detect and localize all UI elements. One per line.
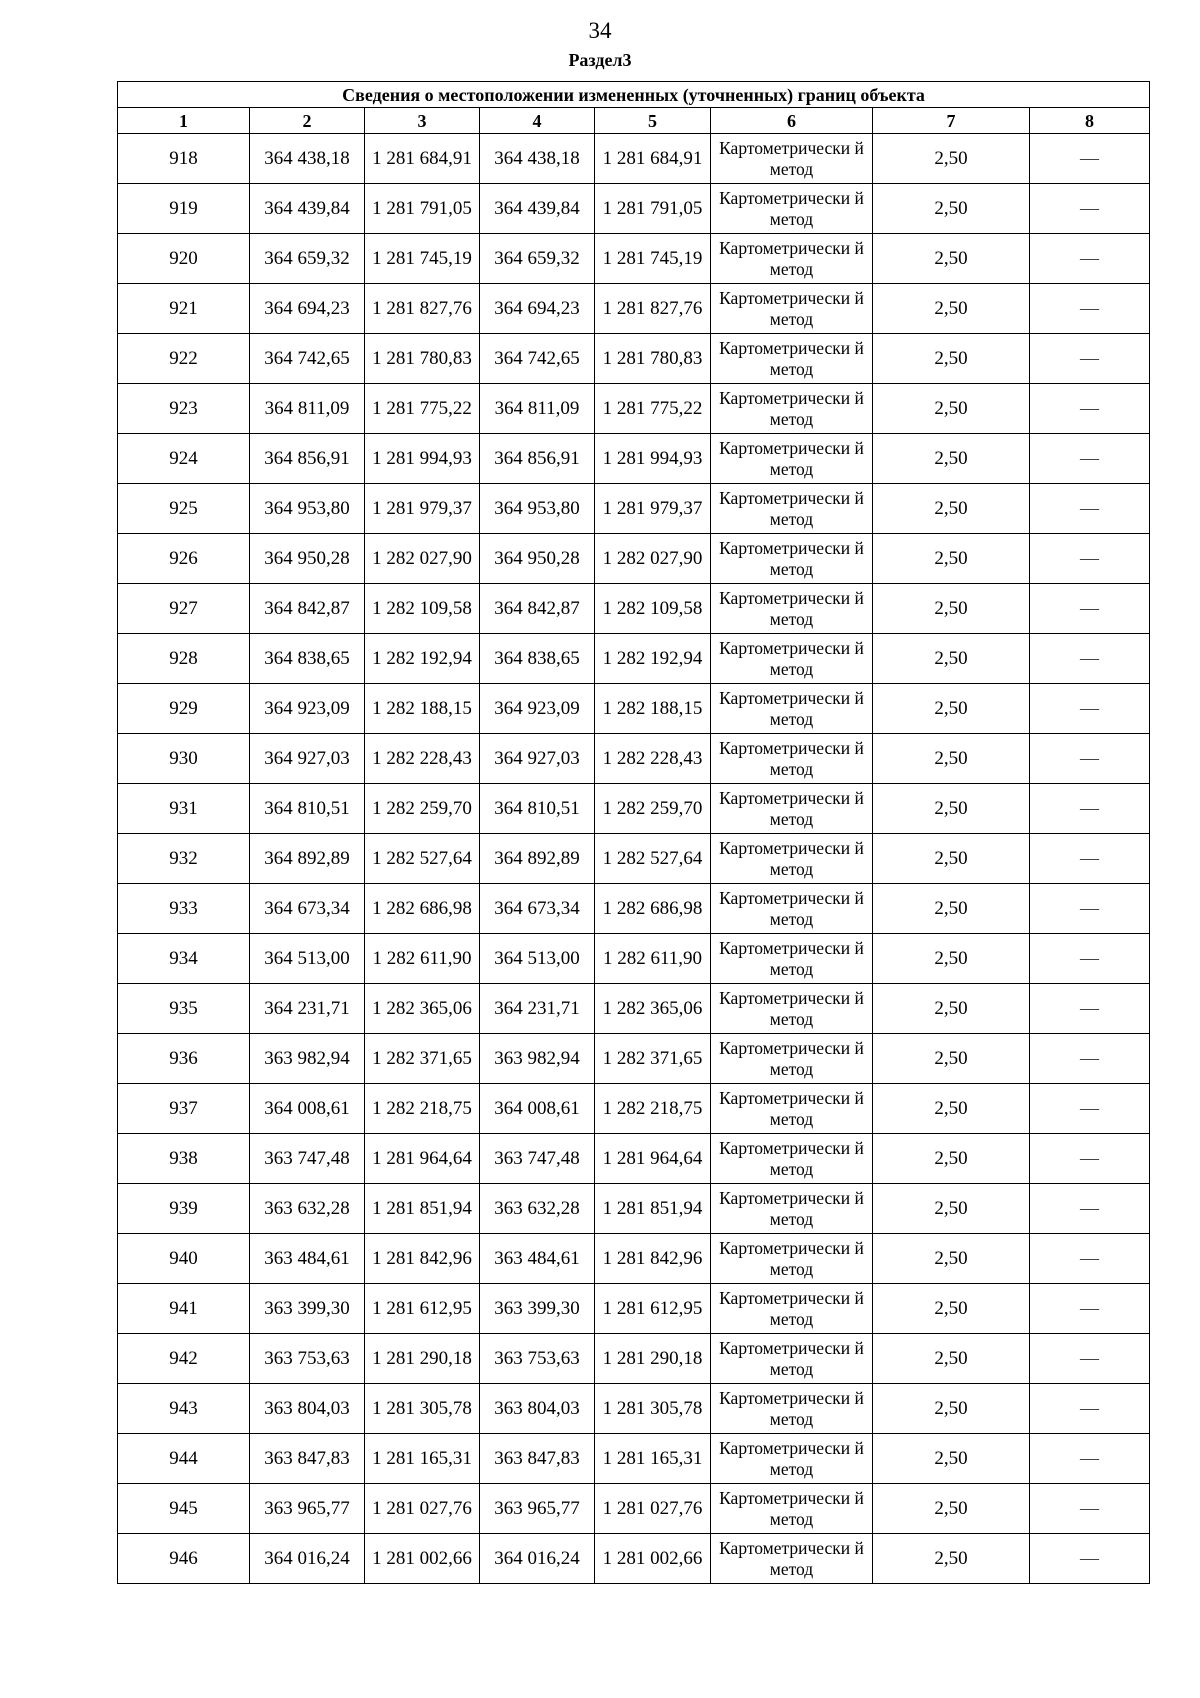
y-old-cell: 1 282 188,15	[365, 684, 480, 734]
table-row	[118, 284, 1150, 334]
method-cell: Картометрически й метод	[711, 1484, 873, 1534]
point-number-cell: 932	[118, 834, 250, 884]
method-cell: Картометрически й метод	[711, 884, 873, 934]
y-old-cell: 1 282 365,06	[365, 984, 480, 1034]
y-old-cell: 1 282 527,64	[365, 834, 480, 884]
method-cell: Картометрически й метод	[711, 934, 873, 984]
accuracy-cell: 2,50	[873, 1134, 1030, 1184]
x-old-cell: 364 927,03	[250, 734, 365, 784]
point-number-cell: 921	[118, 284, 250, 334]
table-row	[118, 1284, 1150, 1334]
method-cell: Картометрически й метод	[711, 334, 873, 384]
description-cell: —	[1030, 734, 1150, 784]
y-old-cell: 1 282 192,94	[365, 634, 480, 684]
column-number: 7	[873, 108, 1030, 134]
x-old-cell: 364 953,80	[250, 484, 365, 534]
accuracy-cell: 2,50	[873, 534, 1030, 584]
y-old-cell: 1 281 827,76	[365, 284, 480, 334]
x-new-cell: 363 484,61	[480, 1234, 595, 1284]
x-new-cell: 364 838,65	[480, 634, 595, 684]
y-new-cell: 1 281 290,18	[595, 1334, 711, 1384]
point-number-cell: 937	[118, 1084, 250, 1134]
point-number-cell: 919	[118, 184, 250, 234]
column-number: 1	[118, 108, 250, 134]
x-old-cell: 364 438,18	[250, 134, 365, 184]
x-new-cell: 363 965,77	[480, 1484, 595, 1534]
y-old-cell: 1 281 027,76	[365, 1484, 480, 1534]
method-cell: Картометрически й метод	[711, 534, 873, 584]
table-row	[118, 1084, 1150, 1134]
page-number: 34	[588, 18, 612, 43]
point-number-cell: 918	[118, 134, 250, 184]
point-number-cell: 920	[118, 234, 250, 284]
table-row	[118, 384, 1150, 434]
accuracy-cell: 2,50	[873, 1384, 1030, 1434]
column-number: 3	[365, 108, 480, 134]
y-new-cell: 1 282 027,90	[595, 534, 711, 584]
x-old-cell: 364 008,61	[250, 1084, 365, 1134]
description-cell: —	[1030, 634, 1150, 684]
description-cell: —	[1030, 1384, 1150, 1434]
table-row	[118, 1534, 1150, 1584]
x-old-cell: 364 513,00	[250, 934, 365, 984]
point-number-cell: 923	[118, 384, 250, 434]
y-new-cell: 1 281 842,96	[595, 1234, 711, 1284]
accuracy-cell: 2,50	[873, 1434, 1030, 1484]
accuracy-cell: 2,50	[873, 1334, 1030, 1384]
table-row	[118, 684, 1150, 734]
point-number-cell: 926	[118, 534, 250, 584]
point-number-cell: 946	[118, 1534, 250, 1584]
x-new-cell: 364 923,09	[480, 684, 595, 734]
table-row	[118, 584, 1150, 634]
description-cell: —	[1030, 584, 1150, 634]
point-number-cell: 929	[118, 684, 250, 734]
x-old-cell: 364 950,28	[250, 534, 365, 584]
x-new-cell: 363 747,48	[480, 1134, 595, 1184]
y-new-cell: 1 281 780,83	[595, 334, 711, 384]
table-row	[118, 734, 1150, 784]
table-row	[118, 1384, 1150, 1434]
section-title: Раздел3	[568, 50, 632, 70]
point-number-cell: 945	[118, 1484, 250, 1534]
accuracy-cell: 2,50	[873, 184, 1030, 234]
y-old-cell: 1 281 842,96	[365, 1234, 480, 1284]
method-cell: Картометрически й метод	[711, 484, 873, 534]
y-new-cell: 1 282 188,15	[595, 684, 711, 734]
description-cell: —	[1030, 1334, 1150, 1384]
x-new-cell: 364 231,71	[480, 984, 595, 1034]
method-cell: Картометрически й метод	[711, 434, 873, 484]
x-old-cell: 364 810,51	[250, 784, 365, 834]
description-cell: —	[1030, 1184, 1150, 1234]
point-number-cell: 925	[118, 484, 250, 534]
method-cell: Картометрически й метод	[711, 684, 873, 734]
method-cell: Картометрически й метод	[711, 1034, 873, 1084]
y-old-cell: 1 282 259,70	[365, 784, 480, 834]
x-new-cell: 364 950,28	[480, 534, 595, 584]
y-old-cell: 1 282 109,58	[365, 584, 480, 634]
x-old-cell: 364 016,24	[250, 1534, 365, 1584]
description-cell: —	[1030, 934, 1150, 984]
description-cell: —	[1030, 684, 1150, 734]
accuracy-cell: 2,50	[873, 884, 1030, 934]
point-number-cell: 941	[118, 1284, 250, 1334]
table-row	[118, 784, 1150, 834]
y-old-cell: 1 281 979,37	[365, 484, 480, 534]
table-row	[118, 134, 1150, 184]
accuracy-cell: 2,50	[873, 984, 1030, 1034]
y-old-cell: 1 281 002,66	[365, 1534, 480, 1584]
x-old-cell: 363 753,63	[250, 1334, 365, 1384]
accuracy-cell: 2,50	[873, 334, 1030, 384]
description-cell: —	[1030, 1084, 1150, 1134]
accuracy-cell: 2,50	[873, 134, 1030, 184]
table-row	[118, 634, 1150, 684]
description-cell: —	[1030, 984, 1150, 1034]
y-new-cell: 1 281 165,31	[595, 1434, 711, 1484]
x-new-cell: 364 856,91	[480, 434, 595, 484]
y-old-cell: 1 281 290,18	[365, 1334, 480, 1384]
method-cell: Картометрически й метод	[711, 1134, 873, 1184]
y-new-cell: 1 281 002,66	[595, 1534, 711, 1584]
column-number: 6	[711, 108, 873, 134]
table-row	[118, 534, 1150, 584]
x-old-cell: 364 742,65	[250, 334, 365, 384]
y-new-cell: 1 281 745,19	[595, 234, 711, 284]
x-new-cell: 363 847,83	[480, 1434, 595, 1484]
table-row	[118, 1134, 1150, 1184]
accuracy-cell: 2,50	[873, 734, 1030, 784]
x-old-cell: 364 659,32	[250, 234, 365, 284]
x-new-cell: 364 438,18	[480, 134, 595, 184]
accuracy-cell: 2,50	[873, 1034, 1030, 1084]
description-cell: —	[1030, 334, 1150, 384]
accuracy-cell: 2,50	[873, 284, 1030, 334]
method-cell: Картометрически й метод	[711, 634, 873, 684]
accuracy-cell: 2,50	[873, 1234, 1030, 1284]
y-new-cell: 1 282 371,65	[595, 1034, 711, 1084]
x-new-cell: 364 016,24	[480, 1534, 595, 1584]
point-number-cell: 940	[118, 1234, 250, 1284]
y-old-cell: 1 281 775,22	[365, 384, 480, 434]
y-new-cell: 1 282 228,43	[595, 734, 711, 784]
table-row	[118, 1484, 1150, 1534]
description-cell: —	[1030, 1034, 1150, 1084]
point-number-cell: 930	[118, 734, 250, 784]
description-cell: —	[1030, 1134, 1150, 1184]
method-cell: Картометрически й метод	[711, 584, 873, 634]
table-row	[118, 234, 1150, 284]
y-new-cell: 1 281 851,94	[595, 1184, 711, 1234]
x-old-cell: 364 892,89	[250, 834, 365, 884]
y-new-cell: 1 282 192,94	[595, 634, 711, 684]
y-old-cell: 1 282 371,65	[365, 1034, 480, 1084]
y-old-cell: 1 281 964,64	[365, 1134, 480, 1184]
column-number: 4	[480, 108, 595, 134]
accuracy-cell: 2,50	[873, 834, 1030, 884]
table-row	[118, 1184, 1150, 1234]
description-cell: —	[1030, 1234, 1150, 1284]
y-new-cell: 1 281 827,76	[595, 284, 711, 334]
accuracy-cell: 2,50	[873, 434, 1030, 484]
description-cell: —	[1030, 1484, 1150, 1534]
description-cell: —	[1030, 534, 1150, 584]
point-number-cell: 943	[118, 1384, 250, 1434]
y-old-cell: 1 281 791,05	[365, 184, 480, 234]
method-cell: Картометрически й метод	[711, 134, 873, 184]
x-old-cell: 364 856,91	[250, 434, 365, 484]
column-number-row	[118, 108, 1150, 134]
x-new-cell: 364 953,80	[480, 484, 595, 534]
y-new-cell: 1 281 964,64	[595, 1134, 711, 1184]
column-number: 5	[595, 108, 711, 134]
y-old-cell: 1 281 745,19	[365, 234, 480, 284]
y-old-cell: 1 281 165,31	[365, 1434, 480, 1484]
x-new-cell: 364 513,00	[480, 934, 595, 984]
table-row	[118, 184, 1150, 234]
y-new-cell: 1 282 527,64	[595, 834, 711, 884]
y-new-cell: 1 282 365,06	[595, 984, 711, 1034]
accuracy-cell: 2,50	[873, 1534, 1030, 1584]
method-cell: Картометрически й метод	[711, 784, 873, 834]
accuracy-cell: 2,50	[873, 584, 1030, 634]
y-new-cell: 1 282 686,98	[595, 884, 711, 934]
table-row	[118, 484, 1150, 534]
x-new-cell: 364 008,61	[480, 1084, 595, 1134]
x-new-cell: 364 439,84	[480, 184, 595, 234]
y-new-cell: 1 281 612,95	[595, 1284, 711, 1334]
accuracy-cell: 2,50	[873, 934, 1030, 984]
method-cell: Картометрически й метод	[711, 984, 873, 1034]
table-row	[118, 434, 1150, 484]
y-old-cell: 1 281 780,83	[365, 334, 480, 384]
method-cell: Картометрически й метод	[711, 1434, 873, 1484]
y-new-cell: 1 282 218,75	[595, 1084, 711, 1134]
method-cell: Картометрически й метод	[711, 1234, 873, 1284]
y-new-cell: 1 281 684,91	[595, 134, 711, 184]
x-new-cell: 364 742,65	[480, 334, 595, 384]
method-cell: Картометрически й метод	[711, 734, 873, 784]
accuracy-cell: 2,50	[873, 684, 1030, 734]
method-cell: Картометрически й метод	[711, 834, 873, 884]
method-cell: Картометрически й метод	[711, 184, 873, 234]
accuracy-cell: 2,50	[873, 784, 1030, 834]
point-number-cell: 922	[118, 334, 250, 384]
method-cell: Картометрически й метод	[711, 1384, 873, 1434]
accuracy-cell: 2,50	[873, 484, 1030, 534]
accuracy-cell: 2,50	[873, 1184, 1030, 1234]
method-cell: Картометрически й метод	[711, 284, 873, 334]
table-row	[118, 1334, 1150, 1384]
x-old-cell: 363 484,61	[250, 1234, 365, 1284]
method-cell: Картометрически й метод	[711, 1284, 873, 1334]
x-old-cell: 363 632,28	[250, 1184, 365, 1234]
table-body	[118, 134, 1150, 1584]
point-number-cell: 936	[118, 1034, 250, 1084]
x-new-cell: 364 842,87	[480, 584, 595, 634]
description-cell: —	[1030, 834, 1150, 884]
description-cell: —	[1030, 234, 1150, 284]
x-old-cell: 364 231,71	[250, 984, 365, 1034]
y-new-cell: 1 282 259,70	[595, 784, 711, 834]
method-cell: Картометрически й метод	[711, 1334, 873, 1384]
table-row	[118, 1034, 1150, 1084]
description-cell: —	[1030, 1534, 1150, 1584]
x-old-cell: 363 747,48	[250, 1134, 365, 1184]
x-new-cell: 363 632,28	[480, 1184, 595, 1234]
accuracy-cell: 2,50	[873, 634, 1030, 684]
y-old-cell: 1 282 611,90	[365, 934, 480, 984]
x-old-cell: 363 965,77	[250, 1484, 365, 1534]
point-number-cell: 944	[118, 1434, 250, 1484]
method-cell: Картометрически й метод	[711, 234, 873, 284]
x-new-cell: 363 804,03	[480, 1384, 595, 1434]
x-old-cell: 364 842,87	[250, 584, 365, 634]
x-new-cell: 364 659,32	[480, 234, 595, 284]
y-new-cell: 1 281 305,78	[595, 1384, 711, 1434]
description-cell: —	[1030, 884, 1150, 934]
point-number-cell: 939	[118, 1184, 250, 1234]
x-new-cell: 364 927,03	[480, 734, 595, 784]
description-cell: —	[1030, 184, 1150, 234]
accuracy-cell: 2,50	[873, 384, 1030, 434]
point-number-cell: 934	[118, 934, 250, 984]
point-number-cell: 938	[118, 1134, 250, 1184]
x-old-cell: 363 399,30	[250, 1284, 365, 1334]
method-cell: Картометрически й метод	[711, 1084, 873, 1134]
table-row	[118, 1234, 1150, 1284]
y-old-cell: 1 281 305,78	[365, 1384, 480, 1434]
point-number-cell: 924	[118, 434, 250, 484]
x-new-cell: 364 694,23	[480, 284, 595, 334]
x-new-cell: 364 673,34	[480, 884, 595, 934]
table-row	[118, 834, 1150, 884]
description-cell: —	[1030, 384, 1150, 434]
x-new-cell: 363 399,30	[480, 1284, 595, 1334]
description-cell: —	[1030, 784, 1150, 834]
x-old-cell: 363 982,94	[250, 1034, 365, 1084]
table-caption: Сведения о местоположении измененных (уточненных) границ объекта	[118, 82, 1150, 108]
accuracy-cell: 2,50	[873, 1084, 1030, 1134]
table-row	[118, 1434, 1150, 1484]
y-new-cell: 1 282 109,58	[595, 584, 711, 634]
x-old-cell: 364 838,65	[250, 634, 365, 684]
accuracy-cell: 2,50	[873, 234, 1030, 284]
description-cell: —	[1030, 284, 1150, 334]
coordinates-table	[117, 81, 1150, 1584]
column-number: 2	[250, 108, 365, 134]
x-new-cell: 363 982,94	[480, 1034, 595, 1084]
x-new-cell: 363 753,63	[480, 1334, 595, 1384]
description-cell: —	[1030, 484, 1150, 534]
y-old-cell: 1 282 218,75	[365, 1084, 480, 1134]
point-number-cell: 935	[118, 984, 250, 1034]
accuracy-cell: 2,50	[873, 1284, 1030, 1334]
method-cell: Картометрически й метод	[711, 384, 873, 434]
x-new-cell: 364 811,09	[480, 384, 595, 434]
x-old-cell: 364 673,34	[250, 884, 365, 934]
y-old-cell: 1 281 994,93	[365, 434, 480, 484]
y-old-cell: 1 282 027,90	[365, 534, 480, 584]
y-new-cell: 1 281 775,22	[595, 384, 711, 434]
column-number: 8	[1030, 108, 1150, 134]
method-cell: Картометрически й метод	[711, 1184, 873, 1234]
y-old-cell: 1 281 612,95	[365, 1284, 480, 1334]
x-old-cell: 363 847,83	[250, 1434, 365, 1484]
table-row	[118, 884, 1150, 934]
x-new-cell: 364 892,89	[480, 834, 595, 884]
x-old-cell: 364 694,23	[250, 284, 365, 334]
point-number-cell: 942	[118, 1334, 250, 1384]
x-new-cell: 364 810,51	[480, 784, 595, 834]
table-row	[118, 984, 1150, 1034]
y-new-cell: 1 281 994,93	[595, 434, 711, 484]
table-row	[118, 334, 1150, 384]
table-row	[118, 934, 1150, 984]
point-number-cell: 933	[118, 884, 250, 934]
y-old-cell: 1 281 851,94	[365, 1184, 480, 1234]
y-old-cell: 1 282 686,98	[365, 884, 480, 934]
y-old-cell: 1 281 684,91	[365, 134, 480, 184]
y-new-cell: 1 281 791,05	[595, 184, 711, 234]
description-cell: —	[1030, 434, 1150, 484]
x-old-cell: 364 811,09	[250, 384, 365, 434]
description-cell: —	[1030, 134, 1150, 184]
point-number-cell: 927	[118, 584, 250, 634]
accuracy-cell: 2,50	[873, 1484, 1030, 1534]
y-old-cell: 1 282 228,43	[365, 734, 480, 784]
point-number-cell: 931	[118, 784, 250, 834]
x-old-cell: 363 804,03	[250, 1384, 365, 1434]
x-old-cell: 364 439,84	[250, 184, 365, 234]
x-old-cell: 364 923,09	[250, 684, 365, 734]
y-new-cell: 1 282 611,90	[595, 934, 711, 984]
description-cell: —	[1030, 1284, 1150, 1334]
method-cell: Картометрически й метод	[711, 1534, 873, 1584]
point-number-cell: 928	[118, 634, 250, 684]
y-new-cell: 1 281 979,37	[595, 484, 711, 534]
description-cell: —	[1030, 1434, 1150, 1484]
y-new-cell: 1 281 027,76	[595, 1484, 711, 1534]
